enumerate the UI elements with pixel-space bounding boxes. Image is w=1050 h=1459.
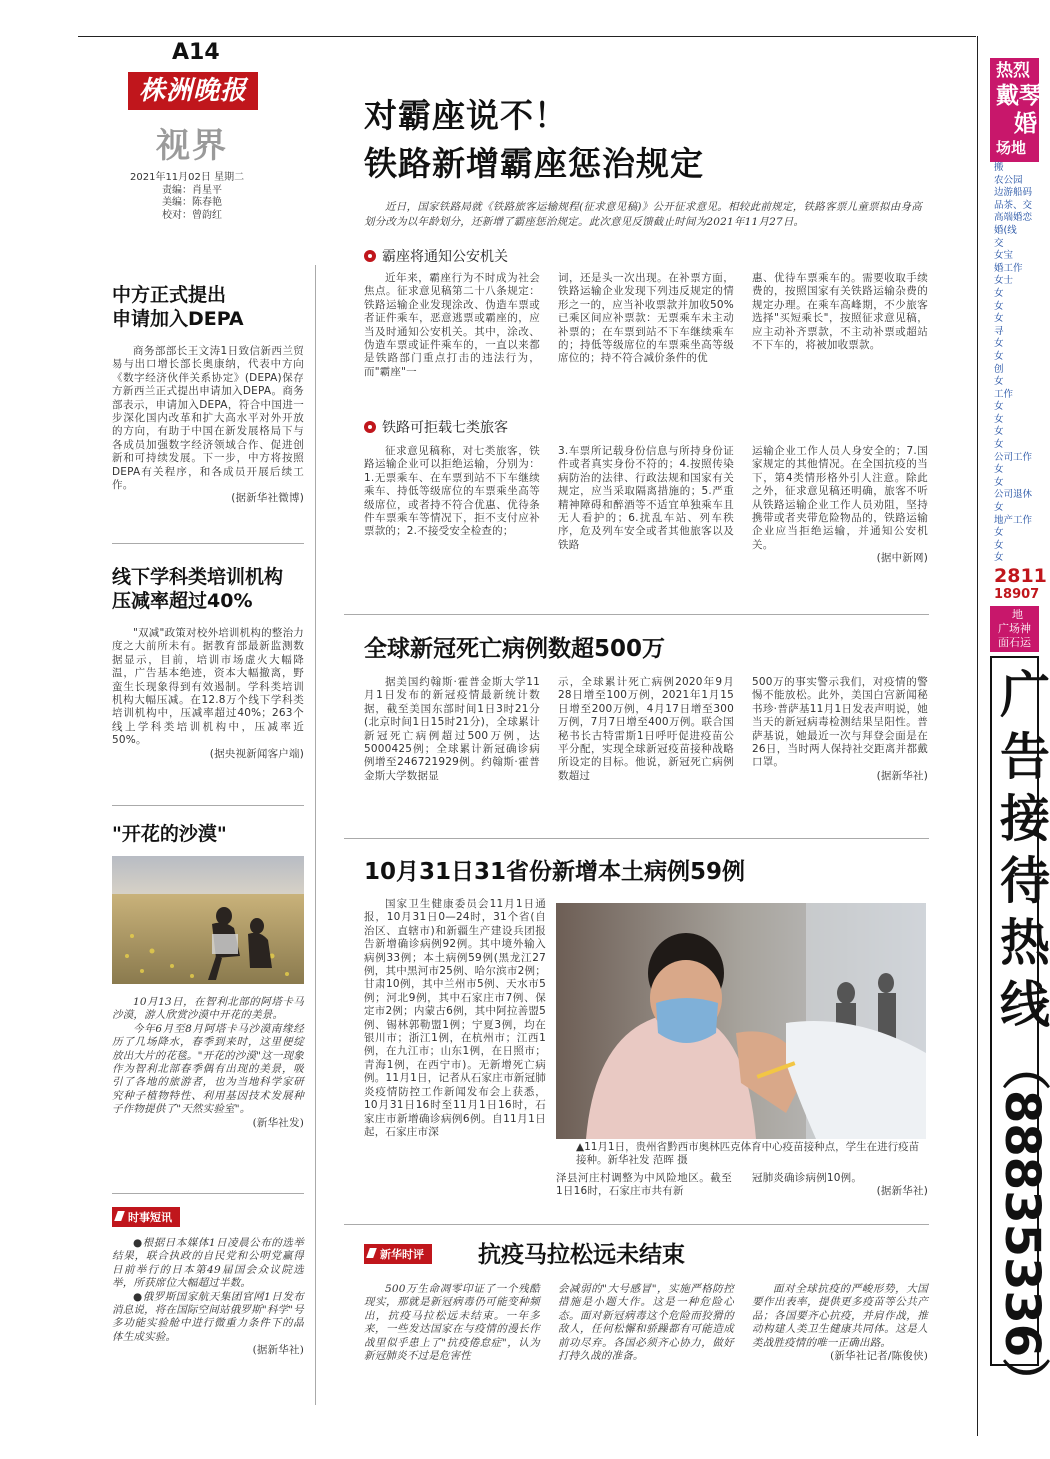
ad-listing-line: 女 [994, 350, 1004, 362]
ad-listing-line: 婚工作 [994, 262, 1023, 274]
briefs-source: (据新华社) [252, 1344, 304, 1357]
art4-col2: 会减弱的"大号感冒"，实施严格防控措施是小题大作。这是一种危险心态。面对新冠病毒这个危险而狡猾的敌人，任何松懈和骄躁都有可能造成前功尽弃。各国必须齐心协力，做好打持久战的准备。 [558, 1283, 734, 1363]
ad-listing-line: 工作 [994, 388, 1014, 400]
ad-divider [977, 36, 978, 1436]
ad-listing-line: 女 [994, 527, 1004, 539]
ad-phone-1: 2811 [994, 565, 1047, 587]
brief-2: ●俄罗斯国家航天集团官网1日发布消息说，将在国际空间站俄罗斯"科学"号多功能实验舱中进行微重力条件下的晶体生成实验。 [112, 1290, 304, 1343]
ad-listing-line: 寻 [994, 325, 1004, 337]
sidebar-depa [112, 283, 304, 506]
desert-caption: 10月13日，在智利北部的阿塔卡马沙漠，游人欣赏沙漠中开花的美景。 [112, 996, 304, 1022]
ad-listing-line: 女士 [994, 275, 1014, 287]
subhead-1-label: 霸座将通知公安机关 [382, 249, 508, 265]
ad-listing-line: 搬 [994, 162, 1004, 173]
ad-listing-line: 公司工作 [994, 451, 1033, 463]
subhead-2 [364, 417, 508, 437]
ad-phone-2: 18907 [994, 587, 1040, 602]
page-number: A14 [172, 40, 220, 65]
art2-title: 全球新冠死亡病例数超500万 [364, 636, 666, 662]
column-divider [315, 265, 316, 1405]
ad-listing-line: 公司退休 [994, 489, 1033, 501]
art3-col1: 国家卫生健康委员会11月1日通报，10月31日0—24时，31个省(自治区、直辖市)和新疆生产建设兵团报告新增确诊病例92例。其中境外输入病例33例；本土病例59例(黑龙江27例，其中黑河市25例、哈尔滨市2例；甘肃10例，其中兰州市5例、天水市5例；河北9例，其中石家庄市7例、保定市2例；内蒙古6例，其中阿拉善盟5例、锡林郭勒盟1例；宁夏3例，均在银川市；浙江1例，在杭州市；江西1例，在九江市；山东1例，在日照市；青海1例，在西宁市)。无新增死亡病例。11月1日，记者从石家庄市新冠肺炎疫情防控工作新闻发布会上获悉，10月31日16时至11月1日16时，石家庄市新增确诊病例6例。自11月1日起，石家庄市深 [364, 898, 546, 1138]
sidebar-briefs [112, 1206, 304, 1358]
depa-body: 商务部部长王文涛1日致信新西兰贸易与出口增长部长奥康纳，代表中方向《数字经济伙伴关系协定》(DEPA)保存方新西兰正式提出申请加入DEPA。商务部表示，申请加入DEPA，符合中国进一步深化国内改革和扩大高水平对外开放的方向，有助于中国在新发展格局下与各成员加强数字经济领域合作、促进创新和可持续发展。下一步，中方将按照DEPA有关程序，和各成员开展后续工作。 (据新华社微博) [112, 345, 304, 505]
editor-line: 责编：肖星平 [162, 184, 222, 196]
a1-s1-col3: 惠、优待车票乘车的。需要收取手续费的，按照国家有关铁路运输杂费的规定办理。在乘车高峰期，不少旅客选择"买短乘长"，按照征求意见稿，应主动补齐票款，不主动补票或超站不下车的，将被加收票款。 [752, 272, 928, 352]
training-title-1: 线下学科类培训机构 [112, 566, 284, 588]
bullet-icon [364, 250, 376, 262]
issue-date: 2021年11月02日 星期二 [130, 172, 245, 183]
depa-title-1: 中方正式提出 [112, 284, 227, 306]
section-title: 视界 [156, 126, 228, 166]
ad-listing-line: 女 [994, 300, 1004, 312]
art2-col2: 示，全球累计死亡病例2020年9月28日增至100万例，2021年1月15日增至200万例，4月17日增至300万例，7月7日增至400万例。联合国秘书长古特雷斯1日呼吁促进疫苗公平分配，实现全球新冠疫苗接种战略所设定的目标。他说，新冠死亡病例数超过 [558, 676, 734, 782]
a1-s2-col2: 3.车票所记载身份信息与所持身份证件或者真实身份不符的；4.按照传染病防治的法律、行政法规和国家有关规定，应当采取隔离措施的；5.严重精神障碍和醉酒等不适宜单独乘车且无人看护的；6.扰乱车站、列车秩序，危及列车安全或者其他旅客以及铁路 [558, 445, 734, 551]
ad-listings [990, 162, 1039, 565]
briefs-body [112, 1237, 304, 1358]
training-source: (据央视新闻客户端) [209, 747, 304, 760]
sidebar-rule-1 [112, 543, 304, 544]
headline-2: 铁路新增霸座惩治规定 [364, 144, 704, 183]
desert-body: 今年6月至8月阿塔卡马沙漠南缘经历了几场降水，春季到来时，这里便绽放出大片的花毯。"开花的沙漠"这一现象作为智利北部春季偶有出现的美景，吸引了各地的旅游者，也为当地科学家研究种子植物特性、利用基因技术发展种子作物提供了"天然实验室"。 [112, 1022, 304, 1116]
sidebar-training [112, 565, 304, 761]
depa-title-2: 申请加入DEPA [112, 308, 244, 330]
ad-listing-line: 女宝 [994, 250, 1014, 262]
ad-listing-line: 婚(线 [994, 224, 1017, 236]
art4-col3: 面对全球抗疫的严峻形势，大国要作出表率，提供更多疫苗等公共产品；各国要齐心抗疫，并肩作战，推动构建人类卫生健康共同体。这是人类战胜疫情的唯一正确出路。 (新华社记者/陈俊侠) [752, 1283, 928, 1363]
training-body: "双减"政策对校外培训机构的整治力度之大前所未有。据教育部最新监测数据显示，目前，培训市场虚火大幅降温，广告基本绝迹，资本大幅撤离，野蛮生长现象得到有效遏制。学科类培训机构大幅压减。在12.8万个线下学科类培训机构中，压减率超过40%；263个线上学科类培训机构中，压减率近50%。 (据央视新闻客户端) [112, 627, 304, 760]
ad-listing-line: 品茶、交 [994, 199, 1033, 211]
a1-s2-col3: 运输企业工作人员人身安全的；7.国家规定的其他情况。在全国抗疫的当下，第4类情形格外引人注意。除此之外，征求意见稿还明确，旅客不听从铁路运输企业工作人员劝阻，坚持携带或者夹带危险物品的，铁路运输企业应当拒绝运输，并通知公安机关。 (据中新网) [752, 445, 928, 565]
ad-hotline-box [990, 656, 1050, 1406]
art4-source: (新华社记者/陈俊侠) [830, 1350, 928, 1363]
a1-s1-col1: 近年来，霸座行为不时成为社会焦点。征求意见稿第二十八条规定：铁路运输企业发现涂改、伪造车票或者证件乘车，恶意逃票或霸座的，应当及时通知公安机关。其中，涂改、伪造车票或证件乘车的，一直以来都是铁路部门重点打击的违法行为，而"霸座"一 [364, 272, 540, 378]
sidebar-desert [112, 822, 304, 1130]
proofreader-line: 校对：曾韵红 [162, 209, 222, 221]
main-rule-3 [344, 1224, 929, 1225]
subhead-2-label: 铁路可拒载七类旅客 [382, 420, 508, 436]
ad-listing-line: 女 [994, 313, 1004, 325]
a1-s2-col1: 征求意见稿称，对七类旅客，铁路运输企业可以拒绝运输，分别为：1.无票乘车、在车票到站不下车继续乘车、持低等级席位的车票乘坐高等级席位，或者持不符合优惠、优待条件车票乘车等情况下，拒不支付应补票款的；2.不接受安全检查的； [364, 445, 540, 538]
main-rule-2 [344, 838, 929, 839]
desert-source: (新华社发) [252, 1116, 304, 1129]
ad-listing-line: 女 [994, 413, 1004, 425]
training-title-2: 压减率超过40% [112, 590, 253, 612]
ad-hotline-number: （88835336） [994, 1042, 1050, 1406]
ad-listing-line: 女 [994, 376, 1004, 388]
desert-text [112, 996, 304, 1130]
ad-listing-line: 女 [994, 426, 1004, 438]
art3-source: (据新华社) [876, 1185, 928, 1198]
art3-col3: 冠肺炎确诊病例10例。 (据新华社) [752, 1172, 928, 1198]
subhead-1 [364, 246, 508, 266]
ad-listing-line: 地产工作 [994, 514, 1033, 526]
a1-s1-col2: 词，还是头一次出现。在补票方面，铁路运输企业发现下列违反规定的情形之一的，应当补收票款并加收50%已乘区间应补票款：无票乘车未主动补票的；在车票到站不下车继续乘车的；持低等级席位的车票乘坐高等级席位的；持不符合减价条件的优 [558, 272, 734, 365]
ad-listing-line: 女 [994, 439, 1004, 451]
a1-source: (据中新网) [876, 552, 928, 565]
art2-col3: 500万的事实警示我们，对疫情的警惕不能放松。此外，美国白宫新闻秘书珍·普萨基11月1日发表声明说，她当天的新冠病毒检测结果呈阳性。普萨基说，她最近一次与拜登会面是在26日，当时两人保持社交距离并都戴口罩。 (据新华社) [752, 676, 928, 782]
desert-title: "开花的沙漠" [112, 823, 227, 845]
ad-listing-line: 交 [994, 237, 1004, 249]
bullet-icon [364, 421, 376, 433]
ad-footer: 地 广场神 面石运 [990, 606, 1039, 652]
ad-hotline-text: 广 告 接 待 热 线 [1000, 665, 1050, 1034]
ad-listing-line: 创 [994, 363, 1004, 375]
ad-listing-line: 女 [994, 476, 1004, 488]
art2-col1: 据美国约翰斯·霍普金斯大学11月1日发布的新冠疫情最新统计数据，截至美国东部时间1日3时21分(北京时间1日15时21分)，全球累计新冠死亡病例超过500万例，达5000425例；全球累计新冠确诊病例增至246721929例。约翰斯·霍普金斯大学数据显 [364, 676, 540, 782]
briefs-tag: 时事短讯 [112, 1207, 180, 1227]
ad-listing-line: 女 [994, 552, 1004, 564]
ad-listing-line: 女 [994, 464, 1004, 476]
ad-listing-line: 高端婚恋 [994, 212, 1033, 224]
ad-banner: 热烈 戴琴 婚 场地 [990, 58, 1039, 162]
art2-source: (据新华社) [876, 769, 928, 782]
art3-col2: 泽县河庄村调整为中风险地区。截至1日16时，石家庄市共有新 [556, 1172, 732, 1198]
sidebar-rule-2 [112, 805, 304, 806]
lead-paragraph: 近日，国家铁路局就《铁路旅客运输规程(征求意见稿)》公开征求意见。相较此前规定，铁路客票儿童票拟由身高划分改为以年龄划分，还新增了霸座惩治规定。此次意见反馈截止时间为2021年11月27日。 [364, 201, 922, 228]
ad-listing-line: 女 [994, 401, 1004, 413]
top-rule [78, 36, 976, 37]
brief-1: ●根据日本媒体1日凌晨公布的选举结果，联合执政的自民党和公明党赢得日前举行的日本第49届国会众议院选举，所获席位大幅超过半数。 [112, 1237, 304, 1290]
headline-1: 对霸座说不！ [364, 96, 568, 135]
desert-photo [112, 856, 304, 984]
art4-title: 抗疫马拉松远未结束 [478, 1242, 685, 1268]
art4-col1: 500万生命凋零印证了一个残酷现实，那就是新冠病毒仍可能变种频出，抗疫马拉松远未结束。一年多来，一些发达国家在与疫情的漫长作战里似乎患上了"抗疫倦怠症"，认为新冠肺炎不过是危害性 [364, 1283, 540, 1363]
ad-listing-line: 边游船码 [994, 187, 1033, 199]
main-rule-1 [344, 614, 929, 615]
commentary-tag: 新华时评 [364, 1244, 432, 1264]
designer-line: 美编：陈春艳 [162, 197, 222, 208]
vaccination-caption: ▲11月1日，贵州省黔西市奥林匹克体育中心疫苗接种点，学生在进行疫苗接种。新华社发 范晖 摄 [576, 1141, 920, 1167]
ad-listing-line: 农公园 [994, 174, 1023, 186]
sidebar-rule-3 [112, 1193, 304, 1194]
paper-logo: 株洲晚报 [128, 72, 258, 110]
ad-listing-line: 女 [994, 539, 1004, 551]
ad-column [990, 58, 1050, 1438]
depa-source: (据新华社微博) [231, 492, 304, 505]
ad-listing-line: 女 [994, 287, 1004, 299]
ad-listing-line: 女 [994, 338, 1004, 350]
art3-title: 10月31日31省份新增本土病例59例 [364, 859, 746, 885]
masthead-info [130, 172, 244, 222]
ad-listing-line: 女 [994, 502, 1004, 514]
vaccination-photo [556, 903, 926, 1139]
